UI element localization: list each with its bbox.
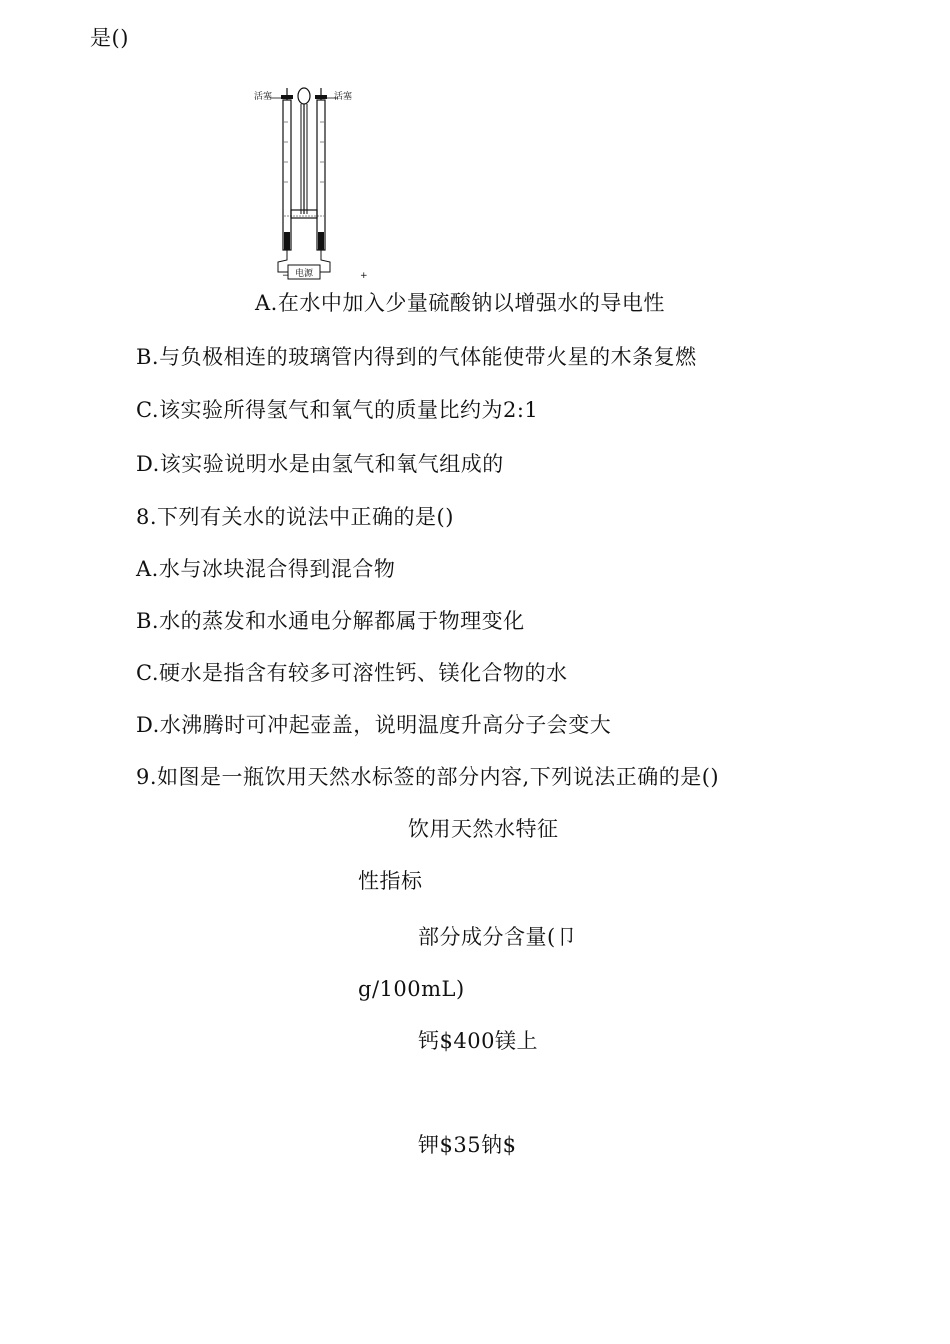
q9-label-subtitle: 性指标 (358, 869, 423, 893)
electrolysis-apparatus-figure (248, 82, 368, 282)
q7-stem-tail: 是() (90, 26, 129, 50)
q9-stem: 9.如图是一瓶饮用天然水标签的部分内容,下列说法正确的是() (136, 765, 720, 789)
positive-terminal-label: + (360, 271, 368, 281)
negative-terminal-label: − (282, 271, 290, 281)
q9-label-row-2: 钾$35钠$ (418, 1133, 517, 1157)
q9-label-content-unit: g/100mL) (358, 977, 465, 1001)
right-stopcock-label: 活塞 (334, 92, 353, 102)
q8-option-d: D.水沸腾时可冲起壶盖，说明温度升高分子会变大 (136, 713, 612, 737)
q7-option-a: A.在水中加入少量硫酸钠以增强水的导电性 (255, 291, 665, 315)
q7-option-b: B.与负极相连的玻璃管内得到的气体能使带火星的木条复燃 (136, 345, 697, 369)
left-stopcock-label: 活塞 (254, 92, 273, 102)
q7-option-c: C.该实验所得氢气和氧气的质量比约为2:1 (136, 398, 539, 422)
q8-option-a: A.水与冰块混合得到混合物 (136, 557, 396, 581)
q8-option-b: B.水的蒸发和水通电分解都属于物理变化 (136, 609, 525, 633)
q9-label-title: 饮用天然水特征 (408, 817, 559, 841)
q7-option-d: D.该实验说明水是由氢气和氧气组成的 (136, 452, 504, 476)
electrolysis-apparatus-diagram (248, 82, 368, 282)
q8-stem: 8.下列有关水的说法中正确的是() (136, 505, 454, 529)
q8-option-c: C.硬水是指含有较多可溶性钙、镁化合物的水 (136, 661, 568, 685)
q9-label-content-heading: 部分成分含量(卩 (418, 925, 578, 949)
power-label: 电源 (295, 269, 314, 279)
q9-label-row-1: 钙$400镁上 (418, 1029, 538, 1053)
